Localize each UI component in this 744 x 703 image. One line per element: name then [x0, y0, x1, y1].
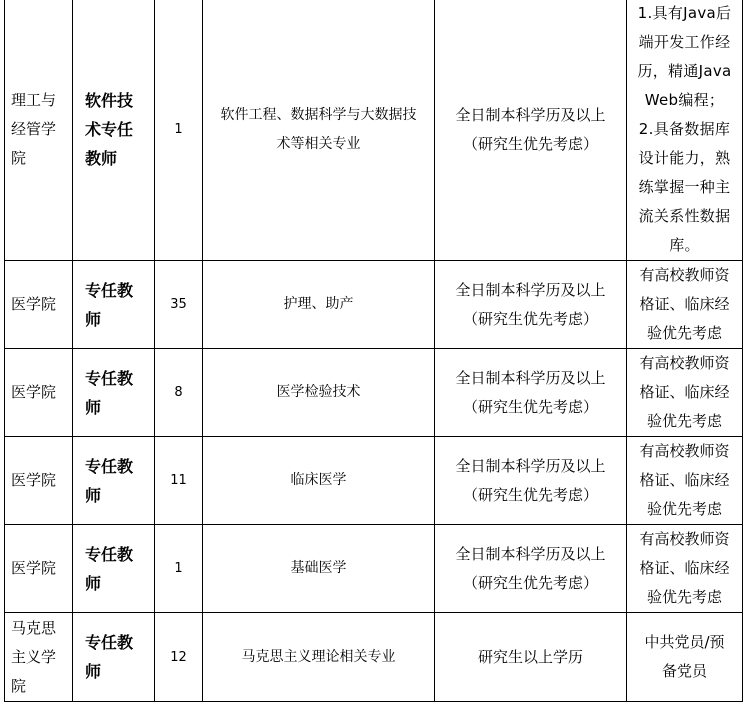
requirement-cell [627, 437, 743, 525]
count-cell: 12 [155, 613, 203, 702]
major-cell: 马克思主义理论相关专业 [203, 613, 435, 702]
requirement-line: 流关系性数据 [638, 207, 731, 225]
major-cell: 基础医学 [203, 525, 435, 613]
education-cell: 研究生以上学历 [435, 613, 627, 702]
requirement-line: 有高校教师资 [639, 266, 730, 284]
requirement-line: 历，精通Java [637, 62, 732, 80]
requirement-cell [627, 613, 743, 702]
requirement-line: 验优先考虑 [646, 412, 722, 430]
education-cell: 全日制本科学历及以上（研究生优先考虑） [435, 525, 627, 613]
position-cell: 专任教师 [73, 525, 155, 613]
requirement-line: 格证、临床经 [639, 295, 730, 313]
education-cell: 全日制本科学历及以上（研究生优先考虑） [435, 349, 627, 437]
major-cell: 临床医学 [203, 437, 435, 525]
table-row [5, 437, 743, 525]
table-row [5, 349, 743, 437]
table-row [5, 525, 743, 613]
position-cell: 软件技术专任教师 [73, 0, 155, 261]
position-cell: 专任教师 [73, 349, 155, 437]
position-cell: 专任教师 [73, 613, 155, 702]
requirement-line: Web编程； [644, 91, 725, 109]
requirement-line: 有高校教师资 [639, 442, 730, 460]
requirement-line: 练掌握一种主 [638, 178, 731, 196]
requirement-line: 验优先考虑 [646, 500, 722, 518]
college-cell: 理工与经管学院 [5, 0, 73, 261]
requirement-cell [627, 525, 743, 613]
requirement-line: 2.具备数据库 [638, 120, 731, 138]
requirement-line: 格证、临床经 [639, 559, 730, 577]
major-cell: 护理、助产 [203, 261, 435, 349]
position-cell: 专任教师 [73, 261, 155, 349]
count-cell: 11 [155, 437, 203, 525]
requirement-line: 1.具有Java后 [637, 4, 732, 22]
position-cell: 专任教师 [73, 437, 155, 525]
count-cell: 35 [155, 261, 203, 349]
table-row [5, 0, 743, 261]
requirement-cell [627, 0, 743, 261]
education-cell: 全日制本科学历及以上（研究生优先考虑） [435, 437, 627, 525]
requirement-line: 格证、临床经 [639, 383, 730, 401]
requirement-line: 有高校教师资 [639, 354, 730, 372]
requirement-cell [627, 349, 743, 437]
requirement-line: 验优先考虑 [646, 588, 722, 606]
table-row [5, 261, 743, 349]
major-cell: 软件工程、数据科学与大数据技术等相关专业 [203, 0, 435, 261]
requirement-line: 设计能力，熟 [638, 149, 731, 167]
count-cell: 8 [155, 349, 203, 437]
requirement-cell [627, 261, 743, 349]
college-cell: 医学院 [5, 349, 73, 437]
requirement-line: 端开发工作经 [638, 33, 731, 51]
college-cell: 医学院 [5, 261, 73, 349]
major-cell: 医学检验技术 [203, 349, 435, 437]
recruitment-table [4, 0, 743, 702]
college-cell: 马克思主义学院 [5, 613, 73, 702]
requirement-line: 格证、临床经 [639, 471, 730, 489]
college-cell: 医学院 [5, 437, 73, 525]
requirement-line: 库。 [669, 236, 700, 254]
education-cell: 全日制本科学历及以上（研究生优先考虑） [435, 0, 627, 261]
requirement-line: 验优先考虑 [646, 324, 722, 342]
college-cell: 医学院 [5, 525, 73, 613]
requirement-line: 有高校教师资 [639, 530, 730, 548]
count-cell: 1 [155, 525, 203, 613]
count-cell: 1 [155, 0, 203, 261]
requirement-line: 中共党员/预 [644, 633, 725, 651]
requirement-line: 备党员 [661, 662, 707, 680]
table-row [5, 613, 743, 702]
education-cell: 全日制本科学历及以上（研究生优先考虑） [435, 261, 627, 349]
